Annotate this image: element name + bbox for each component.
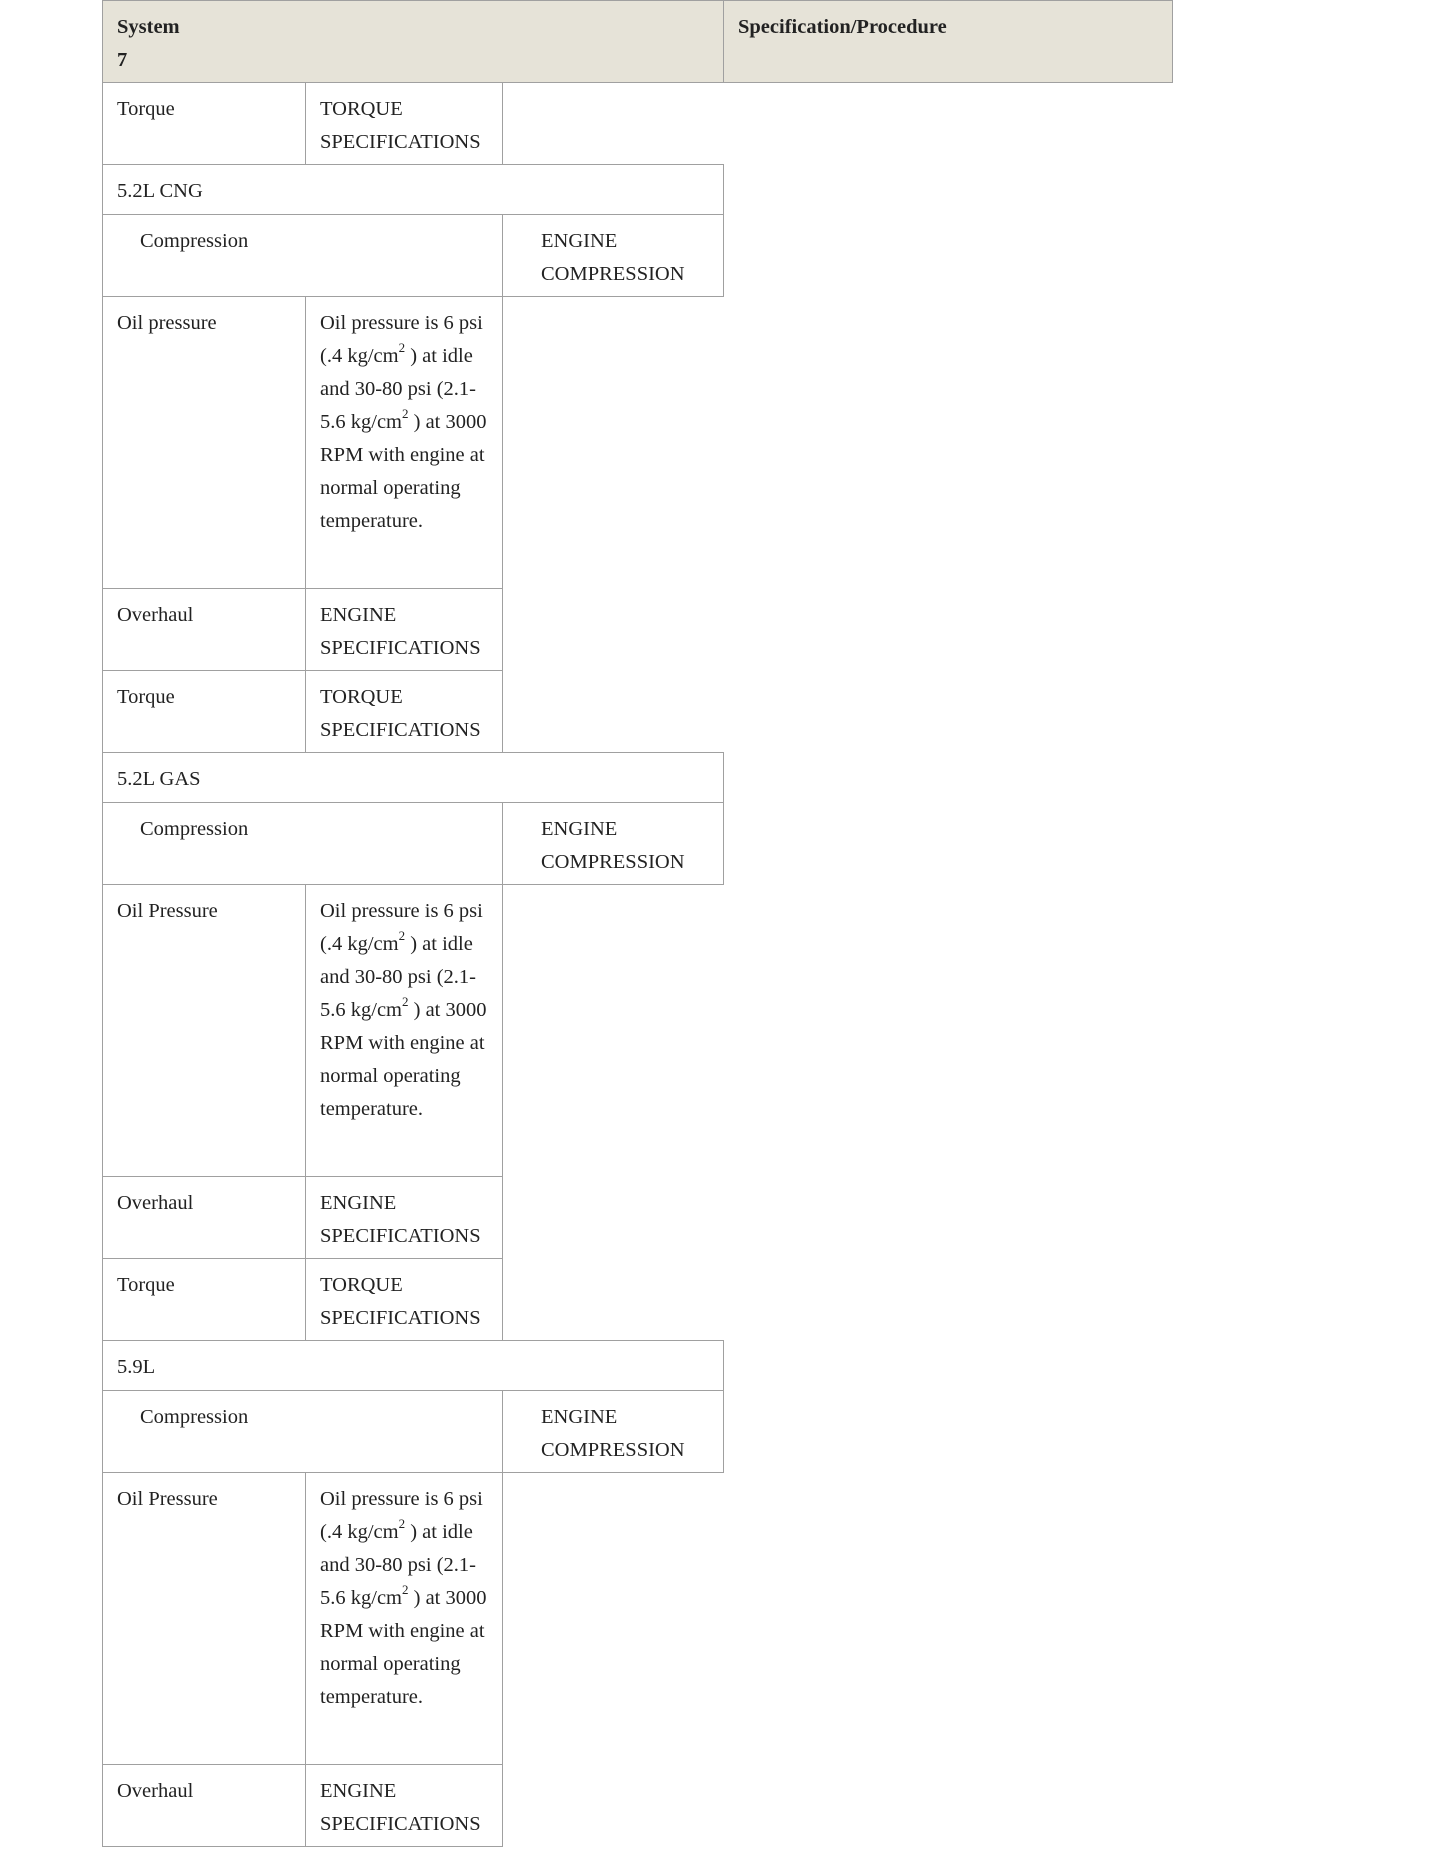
header-spec-cell [723,0,1173,83]
cng-compression-label: Compression [140,230,249,252]
header-spec-label: Specification/Procedure [738,16,947,38]
section-gas-title-cell [102,752,724,803]
l59-compression-label: Compression [140,1406,249,1428]
cng-compression-value-cell [502,214,724,297]
section-gas-title: 5.2L GAS [117,768,201,790]
header-system-label: System [117,16,180,38]
gas-overhaul-label-cell [102,1176,306,1259]
cng-oil-label-cell [102,296,306,589]
gas-overhaul-value-cell [305,1176,503,1259]
gas-oil-label-cell [102,884,306,1177]
gas-oil-text: Oil pressure is 6 psi (.4 $kg/cm^2$ ) at idle and 30-80 psi (2.1-5.6 $kg/cm^2$ ) at 3000 RPM with engine at normal operating temperature. [320,900,487,1120]
cng-overhaul-value-cell [305,588,503,671]
cng-overhaul-label: Overhaul [117,604,194,626]
gas-overhaul-value: ENGINE SPECIFICATIONS [320,1192,481,1247]
cng-oil-label: Oil pressure [117,312,217,334]
l59-compression-label-cell [102,1390,503,1473]
cng-torque-label: Torque [117,686,175,708]
gas-torque-value: TORQUE SPECIFICATIONS [320,1274,481,1329]
torque-top-label-cell [102,82,306,165]
l59-oil-label: Oil Pressure [117,1488,218,1510]
l59-compression-value: ENGINE COMPRESSION [541,1406,685,1461]
header-system-number: 7 [117,49,128,71]
l59-overhaul-value: ENGINE SPECIFICATIONS [320,1780,481,1835]
l59-oil-value-cell [305,1472,503,1765]
cng-torque-value: TORQUE SPECIFICATIONS [320,686,481,741]
l59-overhaul-label: Overhaul [117,1780,194,1802]
l59-overhaul-value-cell [305,1764,503,1847]
cng-overhaul-label-cell [102,588,306,671]
cng-torque-value-cell [305,670,503,753]
gas-compression-value-cell [502,802,724,885]
l59-overhaul-label-cell [102,1764,306,1847]
torque-top-value: TORQUE SPECIFICATIONS [320,98,481,153]
section-59l-title-cell [102,1340,724,1391]
gas-overhaul-label: Overhaul [117,1192,194,1214]
section-cng-title: 5.2L CNG [117,180,203,202]
gas-torque-label: Torque [117,1274,175,1296]
section-cng-title-cell [102,164,724,215]
gas-torque-value-cell [305,1258,503,1341]
l59-oil-label-cell [102,1472,306,1765]
cng-overhaul-value: ENGINE SPECIFICATIONS [320,604,481,659]
torque-top-value-cell [305,82,503,165]
l59-oil-text: Oil pressure is 6 psi (.4 $kg/cm^2$ ) at idle and 30-80 psi (2.1-5.6 $kg/cm^2$ ) at 3000 RPM with engine at normal operating temperature. [320,1488,487,1708]
header-system-cell [102,0,724,83]
gas-compression-label: Compression [140,818,249,840]
cng-compression-label-cell [102,214,503,297]
cng-oil-text: Oil pressure is 6 psi (.4 $kg/cm^2$ ) at idle and 30-80 psi (2.1-5.6 $kg/cm^2$ ) at 3000 RPM with engine at normal operating temperature. [320,312,487,532]
gas-oil-label: Oil Pressure [117,900,218,922]
torque-top-label: Torque [117,98,175,120]
gas-torque-label-cell [102,1258,306,1341]
cng-compression-value: ENGINE COMPRESSION [541,230,685,285]
l59-compression-value-cell [502,1390,724,1473]
cng-torque-label-cell [102,670,306,753]
gas-compression-label-cell [102,802,503,885]
gas-oil-value-cell [305,884,503,1177]
section-59l-title: 5.9L [117,1356,156,1378]
gas-compression-value: ENGINE COMPRESSION [541,818,685,873]
cng-oil-value-cell [305,296,503,589]
